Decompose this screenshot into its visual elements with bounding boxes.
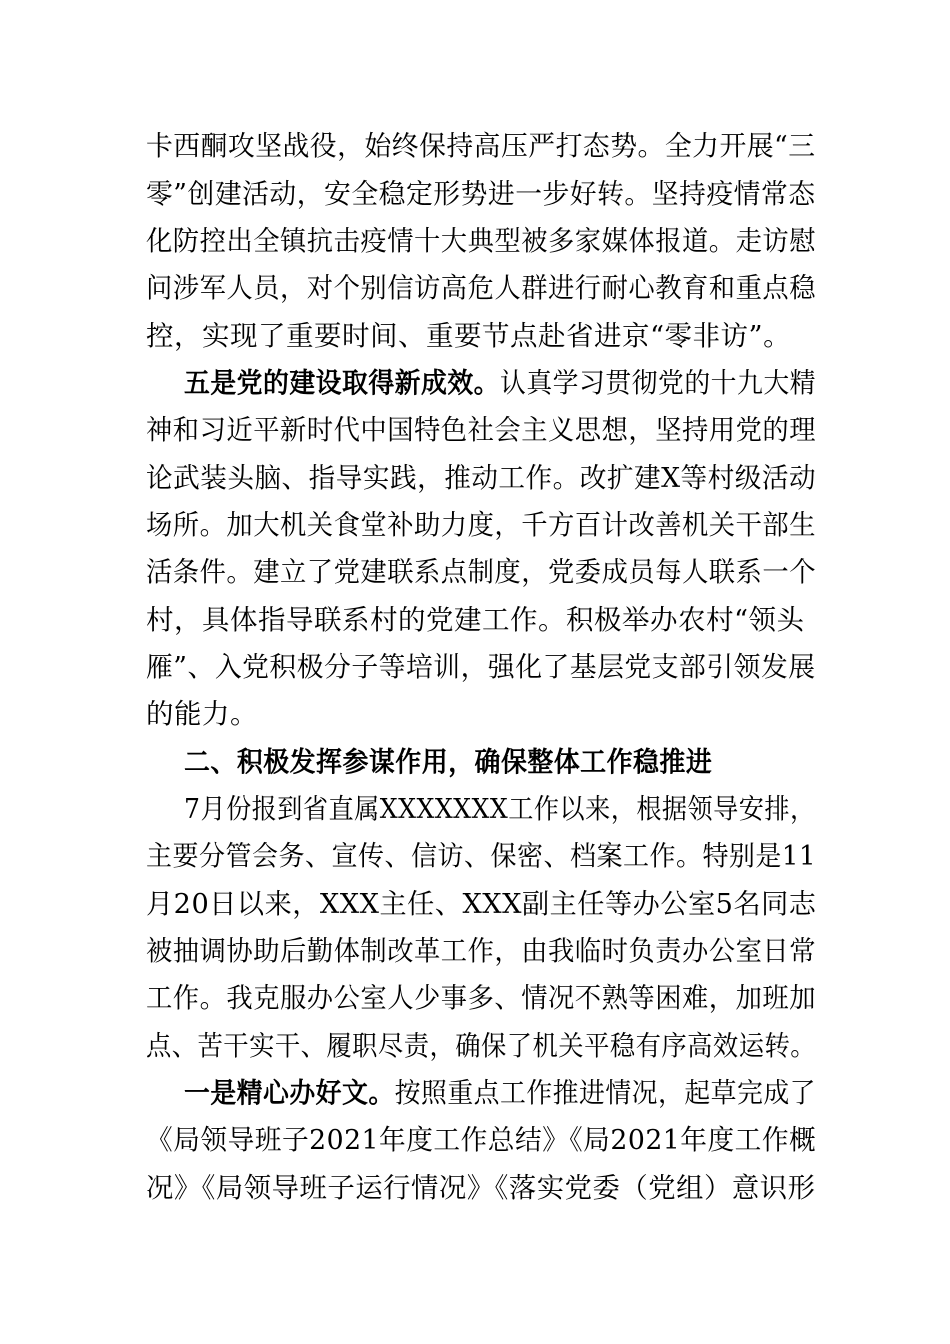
text-segment: 的能力。 — [146, 698, 258, 730]
text-line — [146, 1028, 816, 1064]
text-line — [146, 1170, 816, 1206]
text-line — [146, 223, 816, 259]
paragraph-start-line — [184, 1075, 814, 1111]
text-segment: 活条件。建立了党建联系点制度，党委成员每人联系一个 — [146, 556, 816, 588]
text-line — [146, 460, 817, 496]
text-segment: 控，实现了重要时间、重要节点赴省进京“零非访”。 — [146, 320, 792, 352]
text-segment: 工作。我克服办公室人少事多、情况不熟等困难，加班加 — [146, 982, 816, 1014]
text-segment: 按照重点工作推进情况，起草完成了 — [394, 1077, 816, 1109]
text-line — [146, 649, 816, 685]
text-line — [146, 507, 816, 543]
text-line — [146, 696, 816, 732]
text-segment: 神和习近平新时代中国特色社会主义思想，坚持用党的理 — [146, 414, 816, 446]
paragraph-start-line — [184, 791, 816, 827]
section-lead-heading: 五是党的建设取得新成效。 — [184, 367, 500, 399]
text-line — [146, 933, 816, 969]
text-segment: 问涉军人员，对个别信访高危人群进行耐心教育和重点稳 — [146, 272, 816, 304]
text-segment: 被抽调协助后勤体制改革工作，由我临时负责办公室日常 — [146, 935, 816, 967]
text-line — [146, 838, 816, 874]
text-line — [146, 176, 816, 212]
paragraph-start-line — [184, 365, 814, 401]
text-segment: 村，具体指导联系村的党建工作。积极举办农村“领头 — [146, 604, 805, 636]
text-segment: 场所。加大机关食堂补助力度，千方百计改善机关干部生 — [146, 509, 816, 541]
text-line — [146, 270, 816, 306]
text-line — [146, 554, 816, 590]
text-segment: 认真学习贯彻党的十九大精 — [500, 367, 816, 399]
text-segment: 况》《局领导班子运行情况》《落实党委（党组）意识形 — [146, 1172, 816, 1204]
text-segment: 点、苦干实干、履职尽责，确保了机关平稳有序高效运转。 — [146, 1030, 816, 1062]
section-lead-heading: 一是精心办好文。 — [184, 1077, 395, 1109]
text-line — [146, 318, 816, 354]
text-line — [146, 1122, 817, 1158]
text-segment: 主要分管会务、宣传、信访、保密、档案工作。特别是11 — [146, 840, 816, 872]
text-line — [146, 980, 816, 1016]
text-segment: 《局领导班子2021年度工作总结》《局2021年度工作概 — [146, 1124, 817, 1156]
text-segment: 7月份报到省直属XXXXXXX工作以来，根据领导安排， — [184, 793, 816, 825]
text-line — [146, 886, 817, 922]
text-segment: 化防控出全镇抗击疫情十大典型被多家媒体报道。走访慰 — [146, 225, 816, 257]
text-line — [146, 412, 816, 448]
text-line — [146, 602, 816, 638]
text-segment: 论武装头脑、指导实践，推动工作。改扩建X等村级活动 — [146, 462, 817, 494]
text-segment: 雁”、入党积极分子等培训，强化了基层党支部引领发展 — [146, 651, 816, 683]
section-heading — [184, 744, 816, 780]
section-heading-text: 二、积极发挥参谋作用，确保整体工作稳推进 — [184, 746, 713, 778]
text-line — [146, 128, 816, 164]
text-segment: 零”创建活动，安全稳定形势进一步好转。坚持疫情常态 — [146, 178, 816, 210]
text-segment: 卡西酮攻坚战役，始终保持高压严打态势。全力开展“三 — [146, 130, 816, 162]
text-segment: 月20日以来，XXX主任、XXX副主任等办公室5名同志 — [146, 888, 817, 920]
